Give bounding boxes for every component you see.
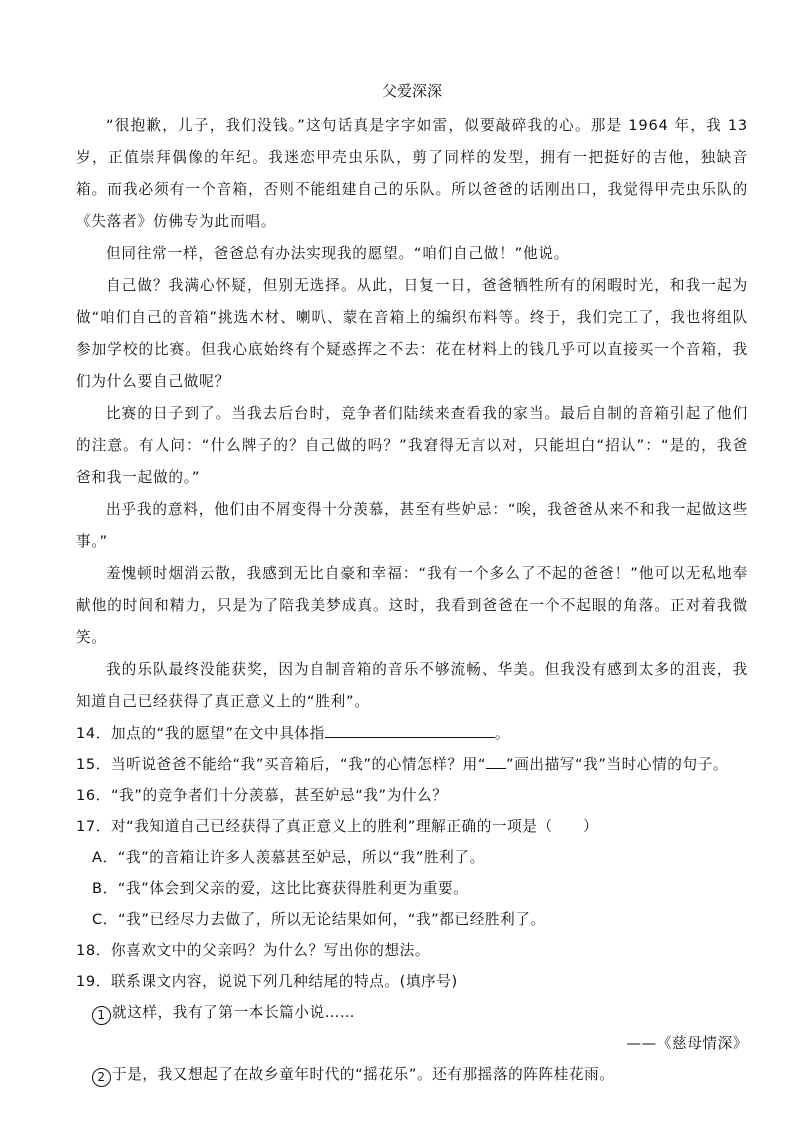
question-14-end: 。 — [494, 725, 511, 742]
article-title: 父爱深深 — [381, 82, 442, 100]
document-page — [76, 78, 748, 1090]
question-14 — [76, 718, 748, 749]
paragraph-4: 比赛的日子到了。当我去后台时，竞争者们陆续来查看我的家当。最后自制的音箱引起了他们的注意。有人问：“什么牌子的？自己做的吗？”我窘得无言以对，只能坦白“招认”：“是的，我爸爸和我一起做的。” — [76, 405, 748, 486]
question-17-option-c[interactable]: C．“我”已经尽力去做了，所以无论结果如何，“我”都已经胜利了。 — [92, 911, 546, 928]
question-17-option-a[interactable]: A．“我”的音箱让许多人羡慕甚至妒忌，所以“我”胜利了。 — [92, 849, 485, 866]
ending-item-1-source: ——《慈母情深》 — [626, 1035, 748, 1052]
ending-item-2 — [76, 1059, 748, 1090]
question-19: 19．联系课文内容，说说下列几种结尾的特点。(填序号) — [76, 973, 458, 990]
paragraph-3: 自己做？我满心怀疑，但别无选择。从此，日复一日，爸爸牺牲所有的闲暇时光，和我一起为做“咱们自己的音箱”挑选木材、喇叭、蒙在音箱上的编织布料等。终于，我们完工了，我也将组队参加学校的比赛。但我心底始终有个疑惑挥之不去：花在材料上的钱几乎可以直接买一个音箱，我们为什么要自己做呢？ — [76, 277, 748, 390]
paragraph-1: “很抱歉，儿子，我们没钱。”这句话真是字字如雷，似要敲碎我的心。那是 1964 年，我 13 岁，正值崇拜偶像的年纪。我迷恋甲壳虫乐队，剪了同样的发型，拥有一把挺好的吉他，独缺音箱。而我必须有一个音箱，否则不能组建自己的乐队。所以爸爸的话刚出口，我觉得甲壳虫乐队的《失落者》仿佛专为此而唱。 — [76, 117, 748, 230]
paragraph-5: 出乎我的意料，他们由不屑变得十分羡慕，甚至有些妒忌：“唉，我爸爸从来不和我一起做这些事。” — [76, 501, 748, 550]
question-15-text: 15．当听说爸爸不能给“我”买音箱后，“我”的心情怎样？用“ — [76, 756, 487, 773]
circled-number-2: 2 — [92, 1068, 111, 1087]
question-14-text: 14．加点的“我的愿望”在文中具体指 — [76, 725, 325, 742]
paragraph-6: 羞愧顿时烟消云散，我感到无比自豪和幸福：“我有一个多么了不起的爸爸！”他可以无私地奉献他的时间和精力，只是为了陪我美梦成真。这时，我看到爸爸在一个不起眼的角落。正对着我微笑。 — [76, 565, 748, 646]
question-17: 17．对“我知道自己已经获得了真正意义上的胜利”理解正确的一项是（ ） — [76, 818, 599, 835]
question-16: 16．“我”的竞争者们十分羡慕，甚至妒忌“我”为什么？ — [76, 787, 448, 804]
paragraph-2: 但同往常一样，爸爸总有办法实现我的愿望。“咱们自己做！”他说。 — [106, 245, 570, 262]
paragraph-7: 我的乐队最终没能获奖，因为自制音箱的音乐不够流畅、华美。但我没有感到太多的沮丧，我知道自己已经获得了真正意义上的“胜利”。 — [76, 661, 748, 710]
question-18: 18．你喜欢文中的父亲吗？为什么？写出你的想法。 — [76, 942, 431, 959]
question-15 — [76, 749, 748, 780]
question-17-option-b[interactable]: B．“我”体会到父亲的爱，这比比赛获得胜利更为重要。 — [92, 880, 469, 897]
underline-mark — [486, 754, 506, 769]
answer-blank-14[interactable] — [325, 723, 495, 738]
circled-number-1: 1 — [92, 1006, 111, 1025]
question-15-end: ”画出描写“我”当时心情的句子。 — [506, 756, 729, 773]
ending-item-2-text: 于是，我又想起了在故乡童年时代的“摇花乐”。还有那摇落的阵阵桂花雨。 — [112, 1066, 615, 1083]
ending-item-1 — [76, 997, 748, 1028]
ending-item-1-text: 就这样，我有了第一本长篇小说…… — [112, 1004, 356, 1021]
